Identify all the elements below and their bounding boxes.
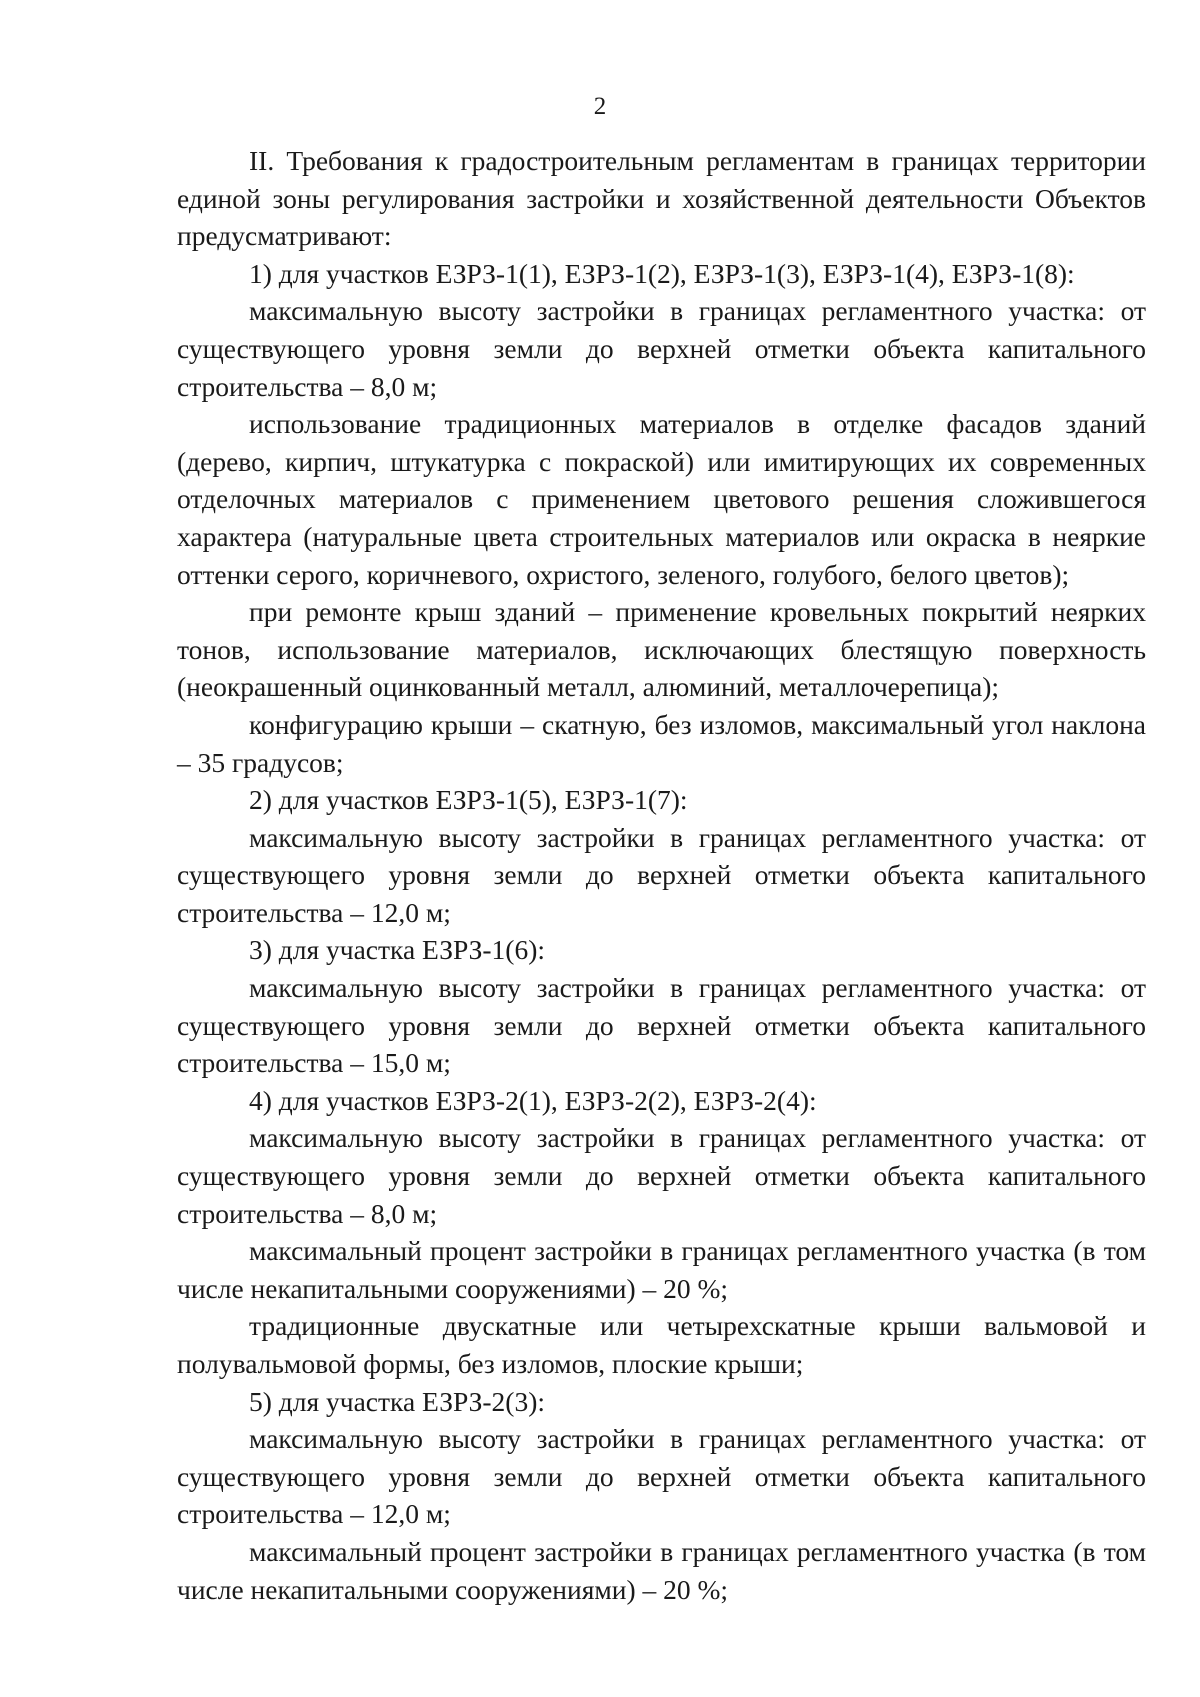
document-body bbox=[177, 142, 1146, 1608]
paragraph-item-1: 1) для участков ЕЗРЗ-1(1), ЕЗРЗ-1(2), ЕЗРЗ-1(3), ЕЗРЗ-1(4), ЕЗРЗ-1(8): bbox=[249, 257, 1075, 289]
paragraph: при ремонте крыш зданий – применение кровельных покрытий неярких тонов, использование материалов, исключающих блестящую поверхность (неокрашенный оцинкованный металл, алюминий, металлочерепица); bbox=[177, 596, 1146, 703]
paragraph: максимальный процент застройки в границах регламентного участка (в том числе некапитальными сооружениями) – 20 %; bbox=[177, 1535, 1146, 1605]
paragraph-item-2: 2) для участков ЕЗРЗ-1(5), ЕЗРЗ-1(7): bbox=[249, 784, 688, 816]
paragraph: конфигурацию крыши – скатную, без изломов, максимальный угол наклона – 35 градусов; bbox=[177, 708, 1146, 778]
paragraph: максимальную высоту застройки в границах регламентного участка: от существующего уровня земли до верхней отметки объекта капитального строительства – 8,0 м; bbox=[177, 1122, 1146, 1229]
paragraph: традиционные двускатные или четырехскатные крыши вальмовой и полувальмовой формы, без изломов, плоские крыши; bbox=[177, 1310, 1146, 1379]
paragraph: максимальную высоту застройки в границах регламентного участка: от существующего уровня земли до верхней отметки объекта капитального строительства – 12,0 м; bbox=[177, 1423, 1146, 1530]
paragraph: максимальный процент застройки в границах регламентного участка (в том числе некапитальными сооружениями) – 20 %; bbox=[177, 1235, 1146, 1304]
paragraph-section-heading: II. Требования к градостроительным регламентам в границах территории единой зоны регулирования застройки и хозяйственной деятельности Объектов предусматривают: bbox=[177, 145, 1146, 252]
paragraph: максимальную высоту застройки в границах регламентного участка: от существующего уровня земли до верхней отметки объекта капитального строительства – 15,0 м; bbox=[177, 972, 1146, 1079]
paragraph: использование традиционных материалов в отделке фасадов зданий (дерево, кирпич, штукатурка с покраской) или имитирующих их современных отделочных материалов с применением цветового решения сложившегося характера (натуральные цвета строительных материалов или окраска в неяркие оттенки серого, коричневого, охристого, зеленого, голубого, белого цветов); bbox=[177, 408, 1146, 590]
paragraph-item-4: 4) для участков ЕЗРЗ-2(1), ЕЗРЗ-2(2), ЕЗРЗ-2(4): bbox=[249, 1084, 817, 1116]
paragraph: максимальную высоту застройки в границах регламентного участка: от существующего уровня земли до верхней отметки объекта капитального строительства – 12,0 м; bbox=[177, 821, 1146, 928]
page-number: 2 bbox=[593, 93, 607, 120]
paragraph-item-3: 3) для участка ЕЗРЗ-1(6): bbox=[249, 934, 545, 966]
paragraph: максимальную высоту застройки в границах регламентного участка: от существующего уровня земли до верхней отметки объекта капитального строительства – 8,0 м; bbox=[177, 295, 1146, 402]
paragraph-item-5: 5) для участка ЕЗРЗ-2(3): bbox=[249, 1385, 545, 1417]
